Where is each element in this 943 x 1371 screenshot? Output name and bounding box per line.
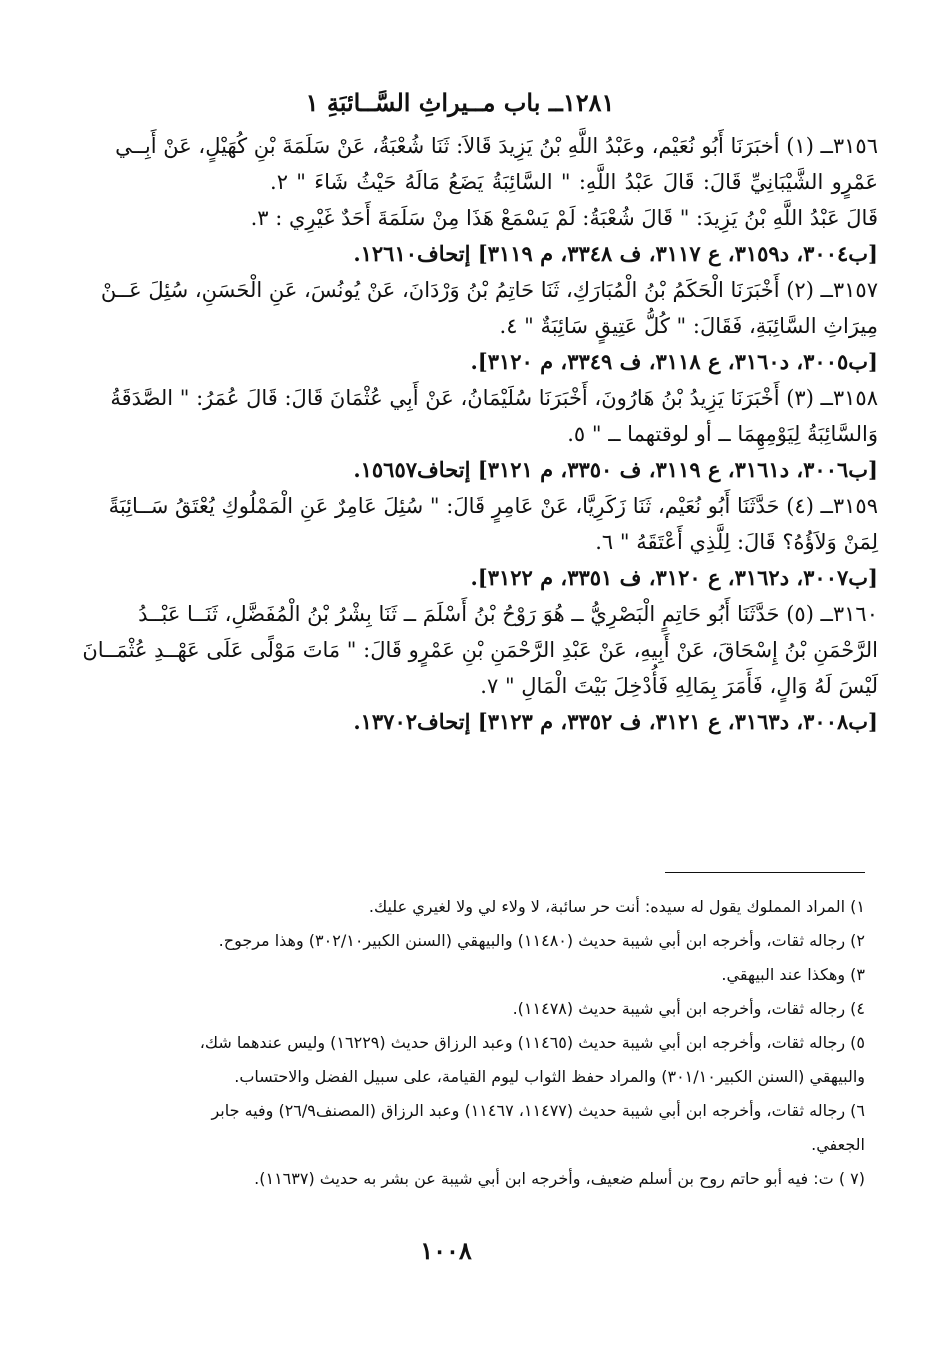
- hadith-text-line: وَالسَّائِبَةُ لِيَوْمِهِمَا ــ أو لوقتهما ــ " ٥.: [567, 422, 878, 446]
- hadith-block: [100, 272, 878, 380]
- hadith-text-line: مِيرَاثِ السَّائِبَةِ، فَقَالَ: " كُلُّ عَتِيقٍ سَائِبَةٌ " ٤.: [499, 314, 878, 338]
- hadith-block: [110, 380, 878, 488]
- hadith-reference: [ب٣٠٠٨، د٣١٦٣، ع ٣١٢١، ف ٣٣٥٢، م ٣١٢٣] إتحاف١٣٧٠٢.: [353, 709, 878, 734]
- hadith-text-line: قَالَ عَبْدُ اللَّهِ بْنُ يَزِيدَ: " قَالَ شُعْبَةُ: لَمْ يَسْمَعْ هَذَا مِنْ سَلَمَةَ أَحَدٌ غَيْرِي : ٣.: [250, 206, 878, 230]
- footnote-continuation: والبيهقي (السنن الكبير٣٠١/١٠) والمراد حفظ الثواب ليوم القيامة، على سبيل الفضل والاحتساب.: [234, 1067, 865, 1086]
- footnote-divider: [665, 872, 865, 873]
- chapter-title: ١٢٨١ــ باب مــيراثِ السَّــائبَةِ ١: [305, 88, 615, 117]
- footnote: ١) المراد المملوك يقول له سيده: أنت حر سائبة، لا ولاء لي ولا لغيري عليك.: [368, 897, 865, 916]
- footnotes-section: [60, 890, 865, 1196]
- footnote-continuation: الجعفي.: [811, 1135, 865, 1154]
- hadith-text-line: لَيْسَ لَهُ وَالٍ، فَأَمَرَ بِمَالِهِ فَأُدْخِلَ بَيْتَ الْمَالِ " ٧.: [480, 674, 878, 698]
- footnote: ٥) رجاله ثقات، وأخرجه ابن أبي شيبة حديث (١١٤٦٥) وعبد الرزاق حديث (١٦٢٢٩) وليس عندهما شك،: [199, 1033, 865, 1052]
- footnote: (٧ ) ت: فيه أبو حاتم روح بن أسلم ضعيف، وأخرجه ابن أبي شيبة عن بشر به حديث (١١٦٣٧).: [254, 1169, 865, 1188]
- hadith-text-line: ٣١٥٧ــ (٢) أَخْبَرَنَا الْحَكَمُ بْنُ الْمُبَارَكِ، ثَنَا حَاتِمُ بْنُ وَرْدَانَ، عَنْ يُونُسَ، عَنِ الْحَسَنِ، سُئِلَ عَــنْ: [100, 278, 878, 302]
- hadith-text-line: ٣١٥٦ــ (١) أخبَرَنَا أَبُو نُعَيْم، وعَبْدُ اللَّهِ بْنُ يَزِيدَ قَالاَ: ثَنَا شُعْبَةُ، عَنْ سَلَمَةَ بْنِ كُهَيْلٍ، عَنْ أَبِــي: [115, 134, 878, 158]
- hadith-reference: [ب٣٠٠٧، د٣١٦٢، ع ٣١٢٠، ف ٣٣٥١، م ٣١٢٢].: [470, 565, 878, 590]
- hadith-reference: [ب٣٠٠٦، د٣١٦١، ع ٣١١٩، ف ٣٣٥٠، م ٣١٢١] إتحاف١٥٦٥٧.: [353, 457, 878, 482]
- hadith-text-line: لِمَنْ وَلاَؤُهُ؟ قَالَ: لِلَّذِي أَعْتَقَهُ " ٦.: [595, 530, 878, 554]
- footnote: ٢) رجاله ثقات، وأخرجه ابن أبي شيبة حديث (١١٤٨٠) والبيهقي (السنن الكبير٣٠٢/١٠) وهذا مرجوح.: [218, 931, 865, 950]
- page-number: ١٠٠٨: [420, 1236, 472, 1265]
- hadith-text-line: الرَّحْمَنِ بْنُ إِسْحَاقَ، عَنْ أَبِيهِ، عَنْ عَبْدِ الرَّحْمَنِ بْنِ عَمْرٍو قَالَ: " مَاتَ مَوْلًى عَلَى عَهْــدِ عُثْمَــانَ: [82, 638, 878, 662]
- hadith-block: [115, 128, 878, 272]
- hadith-text-line: عَمْرٍو الشَّيْبَانِيِّ قَالَ: قَالَ عَبْدُ اللَّهِ: " السَّائِبَةُ يَضَعُ مَالَهُ حَيْثُ شَاءَ " ٢.: [270, 170, 878, 194]
- hadith-section: [82, 128, 878, 740]
- hadith-reference: [ب٣٠٠٥، د٣١٦٠، ع ٣١١٨، ف ٣٣٤٩، م ٣١٢٠].: [470, 349, 878, 374]
- hadith-reference: [ب٣٠٠٤، د٣١٥٩، ع ٣١١٧، ف ٣٣٤٨، م ٣١١٩] إتحاف١٢٦١٠.: [353, 241, 878, 266]
- hadith-block: [82, 596, 878, 740]
- hadith-block: [108, 488, 878, 596]
- footnote: ٣) وهكذا عند البيهقي.: [721, 965, 865, 984]
- hadith-text-line: ٣١٥٩ــ (٤) حَدَّثَنَا أَبُو نُعَيْم، ثَنَا زَكَرِيَّا، عَنْ عَامِرٍ قَالَ: " سُئِلَ عَامِرٌ عَنِ الْمَمْلُوكِ يُعْتَقُ سَــائِبَةً: [108, 494, 878, 518]
- footnote: ٦) رجاله ثقات، وأخرجه ابن أبي شيبة حديث (١١٤٧٧، ١١٤٦٧) وعبد الرزاق (المصنف٢٦/٩) وفيه جابر: [211, 1101, 865, 1120]
- hadith-text-line: ٣١٦٠ــ (٥) حَدَّثَنَا أَبُو حَاتِمٍ الْبَصْرِيُّ ــ هُوَ رَوْحُ بْنُ أَسْلَمَ ــ ثَنَا بِشْرُ بْنُ الْمُفَضَّلِ، ثَنَــا عَبْــدُ: [138, 602, 878, 626]
- footnote: ٤) رجاله ثقات، وأخرجه ابن أبي شيبة حديث (١١٤٧٨).: [512, 999, 865, 1018]
- hadith-text-line: ٣١٥٨ــ (٣) أَخْبَرَنَا يَزِيدُ بْنُ هَارُونَ، أَخْبَرَنَا سُلَيْمَانُ، عَنْ أَبِي عُثْمَانَ قَالَ: قَالَ عُمَرُ: " الصَّدَقَةُ: [110, 386, 878, 410]
